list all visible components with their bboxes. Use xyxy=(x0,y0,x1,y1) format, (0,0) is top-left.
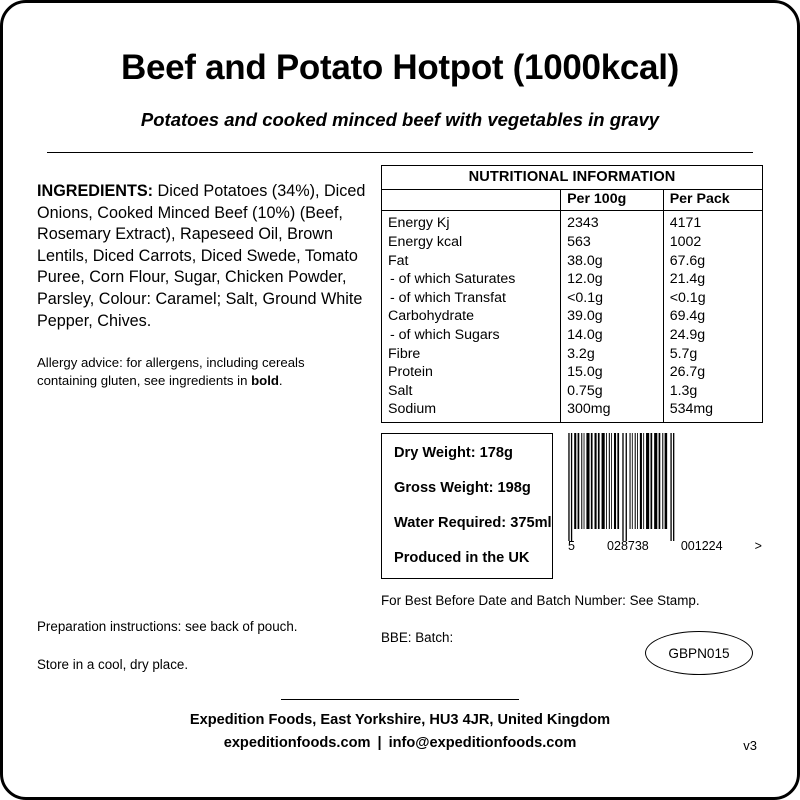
table-header-row xyxy=(382,190,762,211)
ingredients-block xyxy=(37,181,367,332)
nutrient-per-pack: 21.4g xyxy=(663,270,762,289)
lower-section xyxy=(37,593,763,695)
nutrient-per-pack: 534mg xyxy=(663,400,762,422)
nutrient-per-100g: 12.0g xyxy=(561,270,664,289)
nutrient-per-pack: 5.7g xyxy=(663,344,762,363)
table-row xyxy=(382,344,762,363)
col-header-nutrient xyxy=(382,190,561,211)
nutrient-per-pack: 1002 xyxy=(663,233,762,252)
allergy-text-post: . xyxy=(278,372,283,388)
col-header-per100g: Per 100g xyxy=(561,190,664,211)
nutrient-per-pack: 24.9g xyxy=(663,326,762,345)
gross-weight: Gross Weight: 198g xyxy=(394,480,531,497)
nutrient-name: - of which Transfat xyxy=(390,289,506,306)
nutrient-per-100g: 15.0g xyxy=(561,363,664,382)
nutrient-per-100g: 300mg xyxy=(561,400,664,422)
nutrition-table-box xyxy=(381,165,763,423)
nutrition-column xyxy=(375,165,763,579)
barcode-area xyxy=(553,433,763,553)
nutrient-name: Salt xyxy=(388,382,413,399)
preparation-instructions: Preparation instructions: see back of pouch. xyxy=(37,619,298,635)
nutrient-per-pack: 67.6g xyxy=(663,251,762,270)
nutrient-per-pack: 69.4g xyxy=(663,307,762,326)
nutrient-name: - of which Sugars xyxy=(390,326,500,343)
table-row xyxy=(382,326,762,345)
table-row xyxy=(382,270,762,289)
table-row xyxy=(382,307,762,326)
barcode-left-digit: 5 xyxy=(568,539,575,554)
ingredients-heading: INGREDIENTS: xyxy=(37,182,154,201)
email-link[interactable]: info@expeditionfoods.com xyxy=(388,735,577,752)
water-required: Water Required: 375ml xyxy=(394,515,552,532)
nutrient-name: Energy Kj xyxy=(388,215,450,232)
nutrient-per-pack: <0.1g xyxy=(663,288,762,307)
nutrient-name: Fat xyxy=(388,252,409,269)
country-of-origin: Produced in the UK xyxy=(394,550,530,567)
table-row xyxy=(382,288,762,307)
nutrient-name: Energy kcal xyxy=(388,233,463,250)
col-header-perpack: Per Pack xyxy=(663,190,762,211)
header-divider xyxy=(47,152,753,153)
nutrient-per-pack: 1.3g xyxy=(663,381,762,400)
nutrient-per-100g: <0.1g xyxy=(561,288,664,307)
best-before-note: For Best Before Date and Batch Number: See Stamp. xyxy=(381,593,700,609)
barcode-right-marker: > xyxy=(754,539,762,554)
nutrient-per-100g: 2343 xyxy=(561,211,664,233)
table-row xyxy=(382,211,762,233)
nutrient-name: Sodium xyxy=(388,401,437,418)
footer xyxy=(37,712,763,754)
batch-label: Batch: xyxy=(415,630,454,646)
nutrient-per-100g: 563 xyxy=(561,233,664,252)
coding-block xyxy=(375,593,763,695)
nutrient-name: Protein xyxy=(388,364,433,381)
instructions-block xyxy=(37,593,375,695)
page-title: Beef and Potato Hotpot (1000kcal) xyxy=(121,48,679,87)
nutrient-per-pack: 26.7g xyxy=(663,363,762,382)
dry-weight: Dry Weight: 178g xyxy=(394,445,513,462)
company-address: Expedition Foods, East Yorkshire, HU3 4JR, United Kingdom xyxy=(189,712,611,729)
weights-barcode-row xyxy=(381,433,763,579)
product-code-text: GBPN015 xyxy=(668,645,730,661)
barcode-icon xyxy=(567,433,763,541)
nutrient-name: Fibre xyxy=(388,345,421,362)
product-subtitle: Potatoes and cooked minced beef with vegetables in gravy xyxy=(140,108,660,130)
allergy-text-bold: bold xyxy=(251,372,279,388)
version-label: v3 xyxy=(743,738,757,754)
table-row xyxy=(382,381,762,400)
barcode-digits xyxy=(567,539,763,553)
nutrient-per-100g: 38.0g xyxy=(561,251,664,270)
nutrient-per-100g: 0.75g xyxy=(561,381,664,400)
nutrition-table-body xyxy=(382,211,762,422)
allergy-text-pre: Allergy advice: for allergens, including cereals containing gluten, see ingredients in xyxy=(37,355,305,388)
contact-line xyxy=(37,735,763,754)
nutrient-per-pack: 4171 xyxy=(663,211,762,233)
nutrient-per-100g: 39.0g xyxy=(561,307,664,326)
table-row xyxy=(382,233,762,252)
barcode-group-1: 028738 xyxy=(607,539,649,554)
footer-divider xyxy=(281,699,519,700)
table-row xyxy=(382,363,762,382)
ingredients-text: Diced Potatoes (34%), Diced Onions, Cooked Minced Beef (10%) (Beef, Rosemary Extract), Rapeseed Oil, Brown Lentils, Diced Carrots, Diced Swede, Tomato Puree, Corn Flour, Sugar, Chicken Powder, Parsley, Colour: Caramel; Salt, Ground White Pepper, Chives. xyxy=(37,182,366,330)
contact-separator: | xyxy=(377,735,382,752)
product-code-badge xyxy=(645,631,753,675)
bbe-label: BBE: xyxy=(381,630,412,646)
table-row xyxy=(382,251,762,270)
main-columns xyxy=(37,165,763,579)
ingredients-column xyxy=(37,165,375,579)
table-row xyxy=(382,400,762,422)
nutrient-name: - of which Saturates xyxy=(390,271,516,288)
website-link[interactable]: expeditionfoods.com xyxy=(223,735,371,752)
storage-instructions: Store in a cool, dry place. xyxy=(37,657,189,673)
nutrition-title: NUTRITIONAL INFORMATION xyxy=(382,166,762,190)
nutrient-per-100g: 14.0g xyxy=(561,326,664,345)
nutrition-table xyxy=(382,190,762,422)
nutrient-name: Carbohydrate xyxy=(388,308,474,325)
barcode-group-2: 001224 xyxy=(680,539,723,554)
weights-box xyxy=(381,433,553,579)
allergy-advice xyxy=(37,354,367,390)
nutrient-per-100g: 3.2g xyxy=(561,344,664,363)
